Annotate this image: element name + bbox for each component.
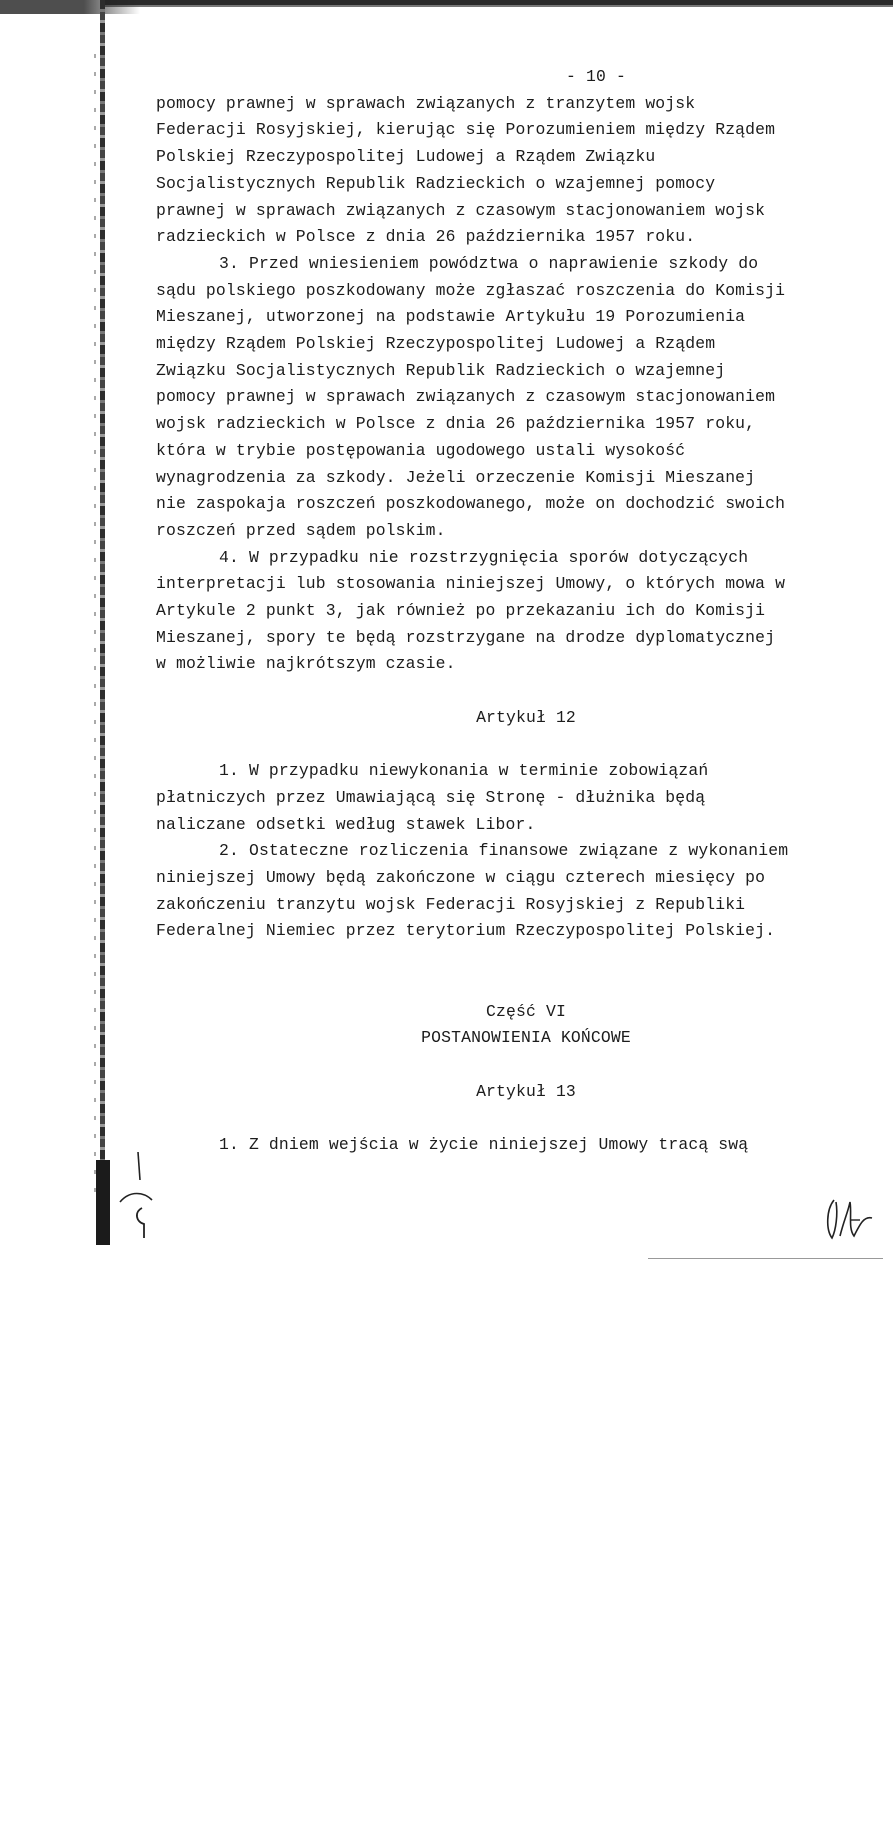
text-line: zakończeniu tranzytu wojsk Federacji Rosyjskiej z Republiki <box>156 894 746 914</box>
page-number: - 10 - <box>566 67 626 86</box>
text-line: naliczane odsetki według stawek Libor. <box>156 814 536 834</box>
text-line: Socjalistycznych Republik Radzieckich o wzajemnej pomocy <box>156 173 716 193</box>
margin-handwriting <box>116 1150 156 1240</box>
scan-corner-shadow <box>0 0 140 14</box>
text-line: Federacji Rosyjskiej, kierując się Porozumieniem między Rządem <box>156 120 776 140</box>
text-line: Artykule 2 punkt 3, jak również po przekazaniu ich do Komisji <box>156 601 766 621</box>
text-line: Polskiej Rzeczypospolitej Ludowej a Rządem Związku <box>156 147 656 167</box>
article-12-paragraph-2 <box>156 838 856 945</box>
document-page <box>156 64 856 1159</box>
text-line: wynagrodzenia za szkody. Jeżeli orzeczenie Komisji Mieszanej <box>156 467 756 487</box>
text-line: 1. W przypadku niewykonania w terminie zobowiązań <box>219 761 709 781</box>
text-line: 4. W przypadku nie rozstrzygnięcia sporów dotyczących <box>219 547 749 567</box>
text-line: płatniczych przez Umawiającą się Stronę - dłużnika będą <box>156 787 706 807</box>
text-line: pomocy prawnej w sprawach związanych z tranzytem wojsk <box>156 93 696 113</box>
text-line: interpretacji lub stosowania niniejszej Umowy, o których mowa w <box>156 574 786 594</box>
text-line: 2. Ostateczne rozliczenia finansowe związane z wykonaniem <box>219 841 789 861</box>
footer-rule <box>648 1258 883 1259</box>
scan-top-edge <box>100 0 893 10</box>
part-6-heading: Część VI <box>486 1001 566 1021</box>
text-line: między Rządem Polskiej Rzeczypospolitej Ludowej a Rządem <box>156 334 716 354</box>
text-line: 3. Przed wniesieniem powództwa o naprawienie szkody do <box>219 253 759 273</box>
text-line: która w trybie postępowania ugodowego ustali wysokość <box>156 440 686 460</box>
text-line: Mieszanej, utworzonej na podstawie Artykułu 19 Porozumienia <box>156 307 746 327</box>
part-6-subheading: POSTANOWIENIA KOŃCOWE <box>421 1028 631 1048</box>
article-12-paragraph-1 <box>156 758 856 838</box>
text-line: radzieckich w Polsce z dnia 26 października 1957 roku. <box>156 227 696 247</box>
article-13-heading: Artykuł 13 <box>476 1081 576 1101</box>
text-line: roszczeń przed sądem polskim. <box>156 520 446 540</box>
text-line: Federalnej Niemiec przez terytorium Rzeczypospolitej Polskiej. <box>156 921 776 941</box>
text-line: prawnej w sprawach związanych z czasowym stacjonowaniem wojsk <box>156 200 766 220</box>
text-line: Mieszanej, spory te będą rozstrzygane na drodze dyplomatycznej <box>156 627 776 647</box>
paragraph-4 <box>156 545 856 679</box>
article-12-heading: Artykuł 12 <box>476 707 576 727</box>
paragraph-3 <box>156 251 856 545</box>
text-line: nie zaspokaja roszczeń poszkodowanego, może on dochodzić swoich <box>156 494 786 514</box>
section-continuation <box>156 91 856 251</box>
scan-binding-edge <box>92 0 110 1245</box>
text-line: w możliwie najkrótszym czasie. <box>156 654 456 674</box>
initials-signature <box>820 1190 880 1245</box>
text-line: sądu polskiego poszkodowany może zgłaszać roszczenia do Komisji <box>156 280 786 300</box>
text-line: Związku Socjalistycznych Republik Radzieckich o wzajemnej <box>156 360 726 380</box>
text-line: wojsk radzieckich w Polsce z dnia 26 października 1957 roku, <box>156 414 756 434</box>
text-line: 1. Z dniem wejścia w życie niniejszej Umowy tracą swą <box>219 1135 749 1155</box>
text-line: pomocy prawnej w sprawach związanych z czasowym stacjonowaniem <box>156 387 776 407</box>
text-line: niniejszej Umowy będą zakończone w ciągu czterech miesięcy po <box>156 868 766 888</box>
